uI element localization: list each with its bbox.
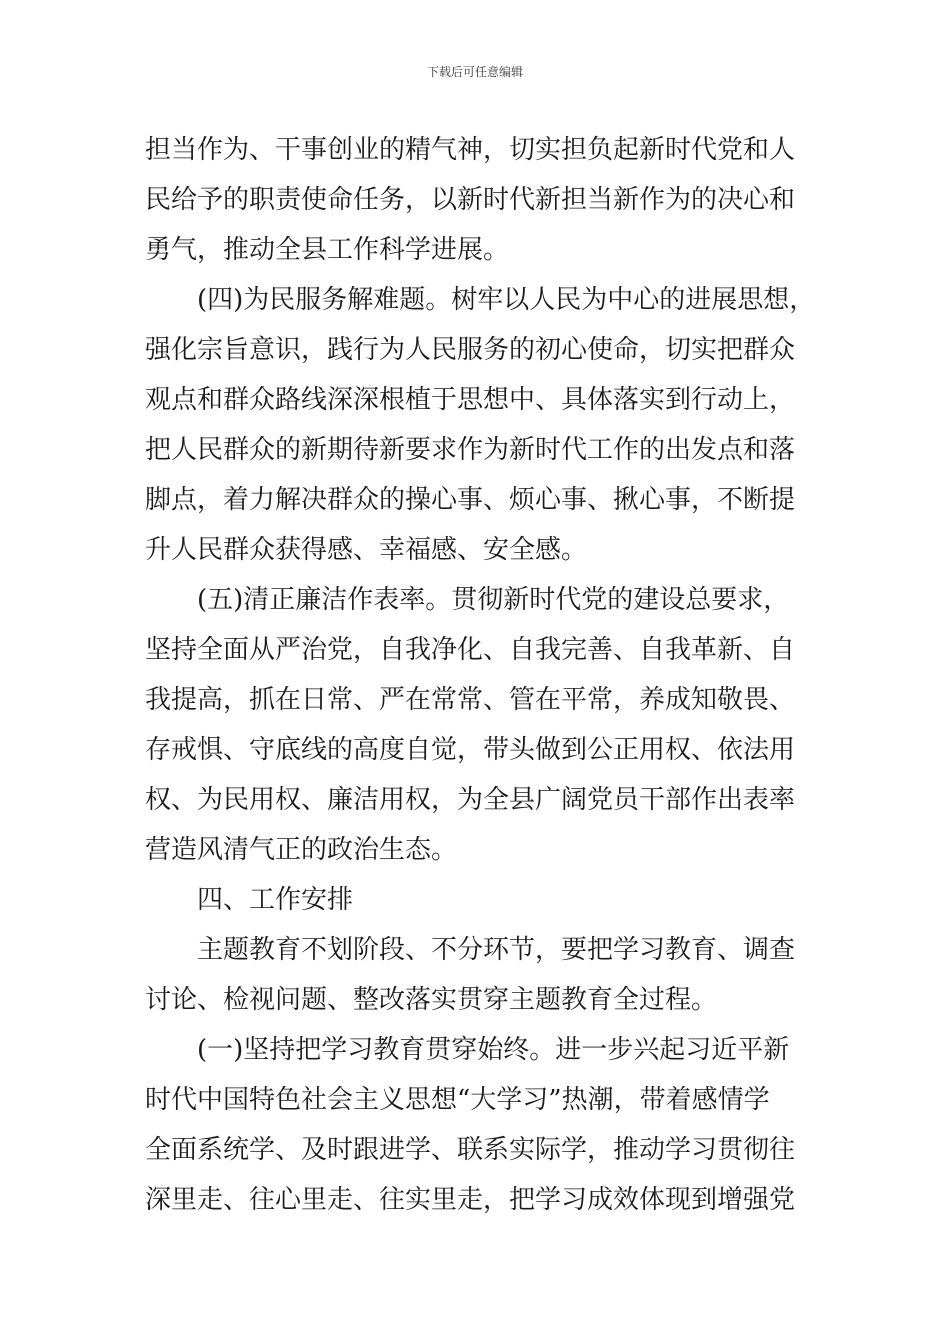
text-line: 讨论、检视问题、整改落实贯穿主题教育全过程。 (145, 985, 718, 1015)
text-line: 深里走、往心里走、往实里走，把学习成效体现到增强党 (145, 1185, 796, 1215)
text-line: 坚持全面从严治党，自我净化、自我完善、自我革新、自 (145, 635, 796, 665)
text-line: 把人民群众的新期待新要求作为新时代工作的出发点和落 (145, 435, 796, 465)
text-line: 我提高，抓在日常、严在常常、管在平常，养成知敬畏、 (145, 685, 796, 715)
text-line: 强化宗旨意识，践行为人民服务的初心使命，切实把群众 (145, 335, 796, 365)
text-line: 时代中国特色社会主义思想“大学习”热潮，带着感情学 (145, 1085, 770, 1115)
text-line: 升人民群众获得感、幸福感、安全感。 (145, 535, 588, 565)
paragraph-start-line: (四)为民服务解难题。树牢以人民为中心的进展思想， (197, 285, 816, 315)
text-line: 担当作为、干事创业的精气神，切实担负起新时代党和人 (145, 135, 796, 165)
paragraph-start-line: 主题教育不划阶段、不分环节，要把学习教育、调查 (197, 935, 796, 965)
section-heading: 四、工作安排 (197, 885, 354, 915)
text-line: 民给予的职责使命任务，以新时代新担当新作为的决心和 (145, 185, 796, 215)
document-body (145, 125, 817, 1225)
paragraph-start-line: (五)清正廉洁作表率。贯彻新时代党的建设总要求， (197, 585, 790, 615)
text-line: 勇气，推动全县工作科学进展。 (145, 235, 510, 265)
text-line: 存戒惧、守底线的高度自觉，带头做到公正用权、依法用 (145, 735, 796, 765)
page-header: 下载后可任意编辑 (426, 65, 523, 79)
text-line: 脚点，着力解决群众的操心事、烦心事、揪心事，不断提 (145, 485, 796, 515)
text-line: 权、为民用权、廉洁用权，为全县广阔党员干部作出表率 (145, 785, 796, 815)
text-line: 全面系统学、及时跟进学、联系实际学，推动学习贯彻往 (145, 1135, 796, 1165)
paragraph-start-line: (一)坚持把学习教育贯穿始终。进一步兴起习近平新 (197, 1035, 790, 1065)
text-line: 观点和群众路线深深根植于思想中、具体落实到行动上， (145, 385, 796, 415)
text-line: 营造风清气正的政治生态。 (145, 835, 458, 865)
